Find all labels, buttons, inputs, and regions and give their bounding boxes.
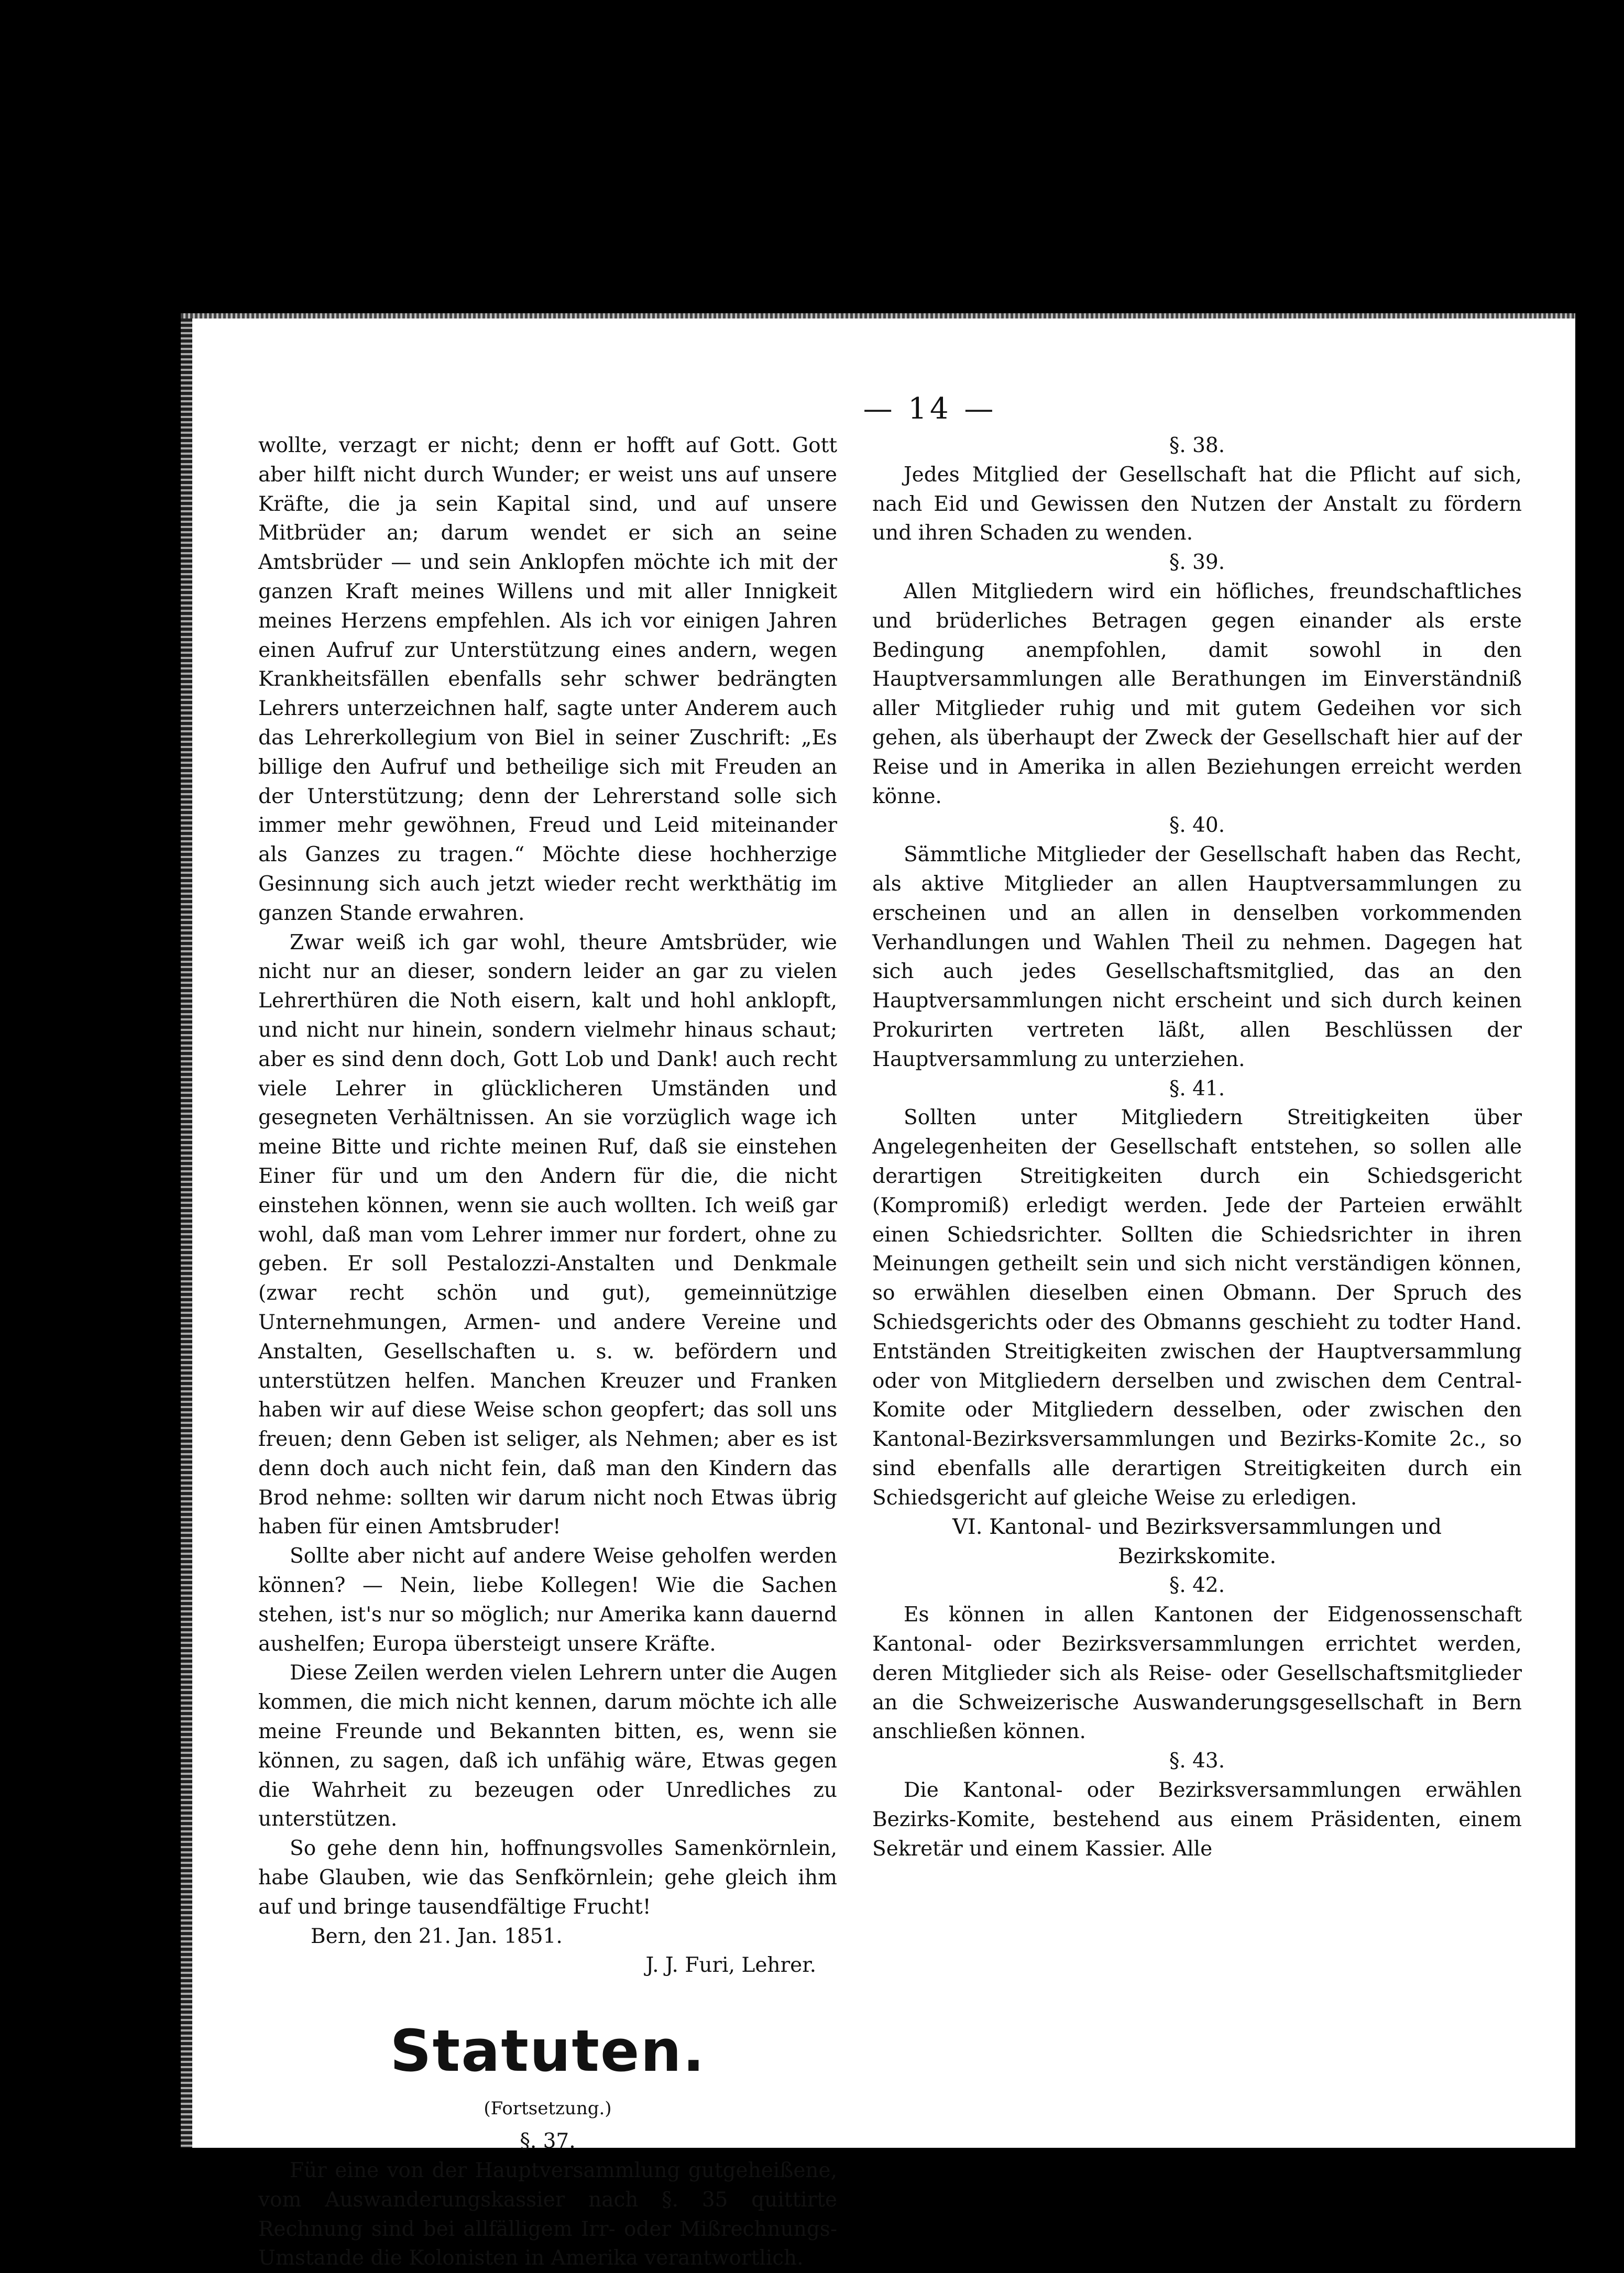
right-column [872,431,1522,1863]
paragraph: Die Kantonal- oder Bezirksversammlungen erwählen Bezirks-Komite, bestehend aus einem Präsidenten, einem Sekretär und einem Kassier. Alle [872,1778,1522,1861]
paragraph: Sollte aber nicht auf andere Weise geholfen werden können? — Nein, liebe Kollegen! Wie die Sachen stehen, ist's nur so möglich; nur Amerika kann dauernd aushelfen; Europa übersteigt unsere Kräfte. [258,1544,837,1656]
left-column [258,431,837,2273]
signature: J. J. Furi, Lehrer. [645,1953,816,1978]
paragraph: Für eine von der Hauptversammlung gutgeheißene, vom Auswanderungskassier nach §. 35 quittirte Rechnung sind bei allfälligem Irr- oder Mißrechnungs-Umstande die Kolonisten in Amerika verantwortlich. [258,2159,837,2270]
section-title: Statuten. [390,2017,706,2085]
paragraph-number: §. 41. [1169,1077,1225,1101]
page-top-edge [181,313,1575,319]
paragraph: Allen Mitgliedern wird ein höfliches, freundschaftliches und brüderliches Betragen gegen einander als erste Bedingung anempfohlen, damit sowohl in den Hauptversammlungen alle Berathungen im Einverständniß aller Mitglieder ruhig und mit gutem Gedeihen vor sich gehen, als überhaupt der Zweck der Gesellschaft hier auf der Reise und in Amerika in allen Beziehungen erreicht werden könne. [872,579,1522,808]
paragraph: Jedes Mitglied der Gesellschaft hat die Pflicht auf sich, nach Eid und Gewissen den Nutzen der Anstalt zu fördern und ihren Schaden zu wenden. [872,463,1522,545]
paragraph-number: §. 42. [1169,1574,1225,1598]
binding-edge [181,313,192,2148]
chapter-heading: VI. Kantonal- und Bezirksversammlungen und Bezirkskomite. [952,1515,1442,1569]
paragraph-number: §. 40. [1169,814,1225,838]
paragraph: Diese Zeilen werden vielen Lehrern unter die Augen kommen, die mich nicht kennen, darum möchte ich alle meine Freunde und Bekannten bitten, es, wenn sie können, zu sagen, daß ich unfähig wäre, Etwas gegen die Wahrheit zu bezeugen oder Unredliches zu unterstützen. [258,1661,837,1831]
paragraph: So gehe denn hin, hoffnungsvolles Samenkörnlein, habe Glauben, wie das Senfkörnlein; gehe gleich ihm auf und bringe tausendfältige Frucht! [258,1837,837,1919]
paragraph-number: §. 39. [1169,551,1225,575]
page-number: — 14 — [863,392,997,426]
section-subtitle: (Fortsetzung.) [484,2098,612,2120]
paragraph-number: §. 37. [520,2129,576,2154]
paragraph: Es können in allen Kantonen der Eidgenossenschaft Kantonal- oder Bezirksversammlungen errichtet werden, deren Mitglieder sich als Reise- oder Gesellschaftsmitglieder an die Schweizerische Auswanderungsgesellschaft in Bern anschließen können. [872,1603,1522,1744]
document-page [181,313,1575,2270]
paragraph: Zwar weiß ich gar wohl, theure Amtsbrüder, wie nicht nur an dieser, sondern leider an gar zu vielen Lehrerthüren die Noth eisern, kalt und hohl anklopft, und nicht nur hinein, sondern vielmehr hinaus schaut; aber es sind denn doch, Gott Lob und Dank! auch recht viele Lehrer in glücklicheren Umständen und gesegneten Verhältnissen. An sie vorzüglich wage ich meine Bitte und richte meinen Ruf, daß sie einstehen Einer für und um den Andern für die, die nicht einstehen können, wenn sie auch wollten. Ich weiß gar wohl, daß man vom Lehrer immer nur fordert, ohne zu geben. Er soll Pestalozzi-Anstalten und Denkmale (zwar recht schön und gut), gemeinnützige Unternehmungen, Armen- und andere Vereine und Anstalten, Gesellschaften u. s. w. befördern und unterstützen helfen. Manchen Kreuzer und Franken haben wir auf diese Weise schon geopfert; das soll uns freuen; denn Geben ist seliger, als Nehmen; aber es ist denn doch auch nicht fein, daß man den Kindern das Brod nehme: sollten wir darum nicht noch Etwas übrig haben für einen Amtsbruder! [258,930,837,1539]
paragraph-number: §. 43. [1169,1749,1225,1773]
paragraph: Sämmtliche Mitglieder der Gesellschaft haben das Recht, als aktive Mitglieder an allen Hauptversammlungen zu erscheinen und an allen in denselben vorkommenden Verhandlungen und Wahlen Theil zu nehmen. Dagegen hat sich auch jedes Gesellschaftsmitglied, das an den Hauptversammlungen nicht erscheint und sich durch keinen Prokurirten vertreten läßt, allen Beschlüssen der Hauptversammlung zu unterziehen. [872,843,1522,1071]
paragraph: Sollten unter Mitgliedern Streitigkeiten über Angelegenheiten der Gesellschaft entstehen, so sollen alle derartigen Streitigkeiten durch ein Schiedsgericht (Kompromiß) erledigt werden. Jede der Parteien erwählt einen Schiedsrichter. Sollten die Schiedsrichter in ihren Meinungen getheilt sein und sich nicht verständigen können, so erwählen dieselben einen Obmann. Der Spruch des Schiedsgerichts oder des Obmanns geschieht zu todter Hand. Entständen Streitigkeiten zwischen der Hauptversammlung oder von Mitgliedern derselben und zwischen dem Central-Komite oder Mitgliedern desselben, oder zwischen den Kantonal-Bezirksversammlungen und Bezirks-Komite 2c., so sind ebenfalls alle derartigen Streitigkeiten durch ein Schiedsgericht auf gleiche Weise zu erledigen. [872,1106,1522,1510]
paragraph-continuation: wollte, verzagt er nicht; denn er hofft auf Gott. Gott aber hilft nicht durch Wunder; er weist uns auf unsere Kräfte, die ja sein Kapital sind, und auf unsere Mitbrüder an; darum wendet er sich an seine Amtsbrüder — und sein Anklopfen möchte ich mit der ganzen Kraft meines Willens und mit aller Innigkeit meines Herzens empfehlen. Als ich vor einigen Jahren einen Aufruf zur Unterstützung eines andern, wegen Krankheitsfällen ebenfalls sehr schwer bedrängten Lehrers unterzeichnen half, sagte unter Anderem auch das Lehrerkollegium von Biel in seiner Zuschrift: „Es billige den Aufruf und betheilige sich mit Freuden an der Unterstützung; denn der Lehrerstand solle sich immer mehr gewöhnen, Freud und Leid miteinander als Ganzes zu tragen.“ Möchte diese hochherzige Gesinnung sich auch jetzt wieder recht werkthätig im ganzen Stande erwahren. [258,434,837,925]
date-line: Bern, den 21. Jan. 1851. [311,1924,563,1948]
paragraph-number: §. 38. [1169,434,1225,457]
